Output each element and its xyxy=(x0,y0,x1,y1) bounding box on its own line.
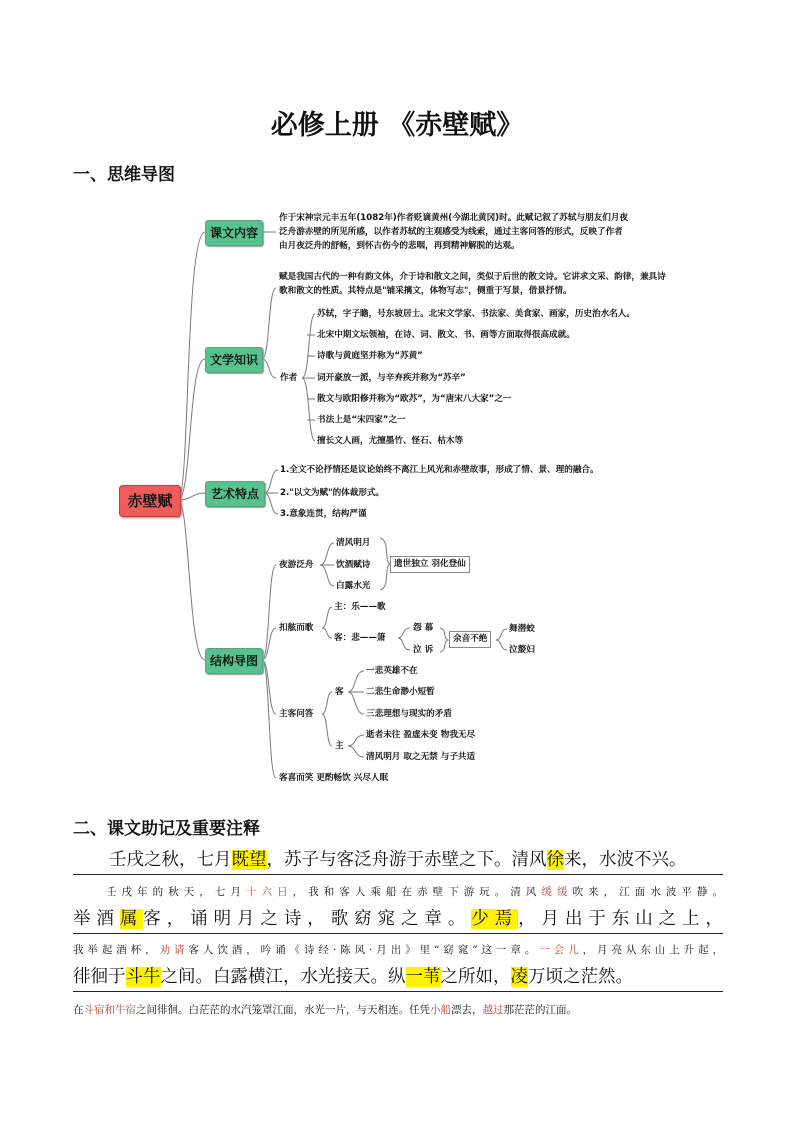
text-segment: 壬戌年的秋天，七月 xyxy=(106,886,246,898)
ke-item: 一悲英雄不在 xyxy=(366,666,418,676)
branch-wenxue-node: 文学知识 xyxy=(205,347,263,373)
qi-su: 泣 诉 xyxy=(413,645,434,655)
highlighted-word: 既望 xyxy=(231,850,267,870)
highlighted-word: 属 xyxy=(119,909,144,929)
text-segment: 来，水波不兴。 xyxy=(564,850,687,870)
zhu-item: 清风明月 取之无禁 与子共适 xyxy=(366,752,476,762)
text-segment: 客，诵明月之诗，歌窈窕之章。 xyxy=(143,909,472,929)
qi-li-fu: 泣嫠妇 xyxy=(509,645,535,655)
part1-item: 白露水光 xyxy=(336,581,371,591)
ke-bei: 客：悲——箫 xyxy=(334,633,386,643)
text-segment: 客人饮酒，吟诵《诗经·陈风·月出》里“窈窕”这一章。 xyxy=(188,944,540,956)
page-title: 必修上册 《赤壁赋》 xyxy=(270,110,524,141)
author-item: 北宋中期文坛领袖，在诗、词、散文、书、画等方面取得很高成就。 xyxy=(317,330,575,340)
structure-part2: 扣舷而歌 xyxy=(279,623,314,633)
text-segment: 之间。白露横江，水光接天。纵 xyxy=(160,967,406,987)
text-segment: 之所如， xyxy=(440,967,511,987)
structure-part1: 夜游泛舟 xyxy=(279,560,314,570)
annotation-line xyxy=(73,881,723,903)
section-heading-notes: 二、课文助记及重要注释 xyxy=(73,819,260,839)
text-segment: 徘徊于 xyxy=(73,967,126,987)
yuyin-box: 余音不绝 xyxy=(449,631,491,648)
part1-result-box: 遗世独立 羽化登仙 xyxy=(390,556,470,573)
text-segment: ，苏子与客泛舟游于赤壁之下。清风 xyxy=(266,850,547,870)
highlighted-word: 徐 xyxy=(546,850,564,870)
author-item: 诗歌与黄庭坚并称为“苏黄” xyxy=(317,351,423,361)
author-item: 苏轼，字子瞻，号东坡居士。北宋文学家、书法家、美食家、画家，历史治水名人。 xyxy=(317,309,635,319)
mindmap-root-node: 赤壁赋 xyxy=(119,485,181,517)
highlighted-word: 一苇 xyxy=(405,967,441,987)
branch-jiegou-node: 结构导图 xyxy=(205,648,263,674)
highlighted-word: 斗牛 xyxy=(125,967,161,987)
annotated-word: 十六日 xyxy=(245,886,293,898)
zhu-label: 主 xyxy=(335,741,344,751)
branch-kewen-node: 课文内容 xyxy=(205,220,263,246)
art-feature-item: 2."以文为赋"的体裁形式。 xyxy=(280,488,385,498)
text-segment: 那茫茫的江面。 xyxy=(503,1004,577,1016)
ke-item: 二悲生命渺小短暂 xyxy=(366,687,435,697)
ke-item: 三悲理想与现实的矛盾 xyxy=(366,709,452,719)
text-segment: ，月亮从东山上升起， xyxy=(582,944,724,956)
passage-line xyxy=(73,905,723,934)
text-segment: 漂去， xyxy=(451,1004,483,1016)
fu-description: 赋是我国古代的一种有韵文体，介于诗和散文之间，类似于后世的散文诗。它讲求文采、韵律，兼具诗歌和散文的性质。其特点是"铺采摛文，体物写志"，侧重于写景，借景抒情。 xyxy=(279,272,666,296)
text-segment: 举酒 xyxy=(73,909,120,929)
text-segment: 万顷之茫然。 xyxy=(528,967,633,987)
ke-label: 客 xyxy=(335,687,344,697)
section-heading-mindmap: 一、思维导图 xyxy=(73,165,175,185)
zhu-item: 逝者未往 盈虚未变 物我无尽 xyxy=(366,730,476,740)
text-segment: 之间徘徊。白茫茫的水汽笼罩江面，水光一片，与天相连。任凭 xyxy=(136,1004,430,1016)
annotated-word: 缓缓 xyxy=(541,886,573,898)
zhu-le: 主：乐——歌 xyxy=(334,602,386,612)
annotated-word: 斗宿和牛宿 xyxy=(83,1004,136,1016)
annotated-word: 小船 xyxy=(430,1004,451,1016)
highlighted-word: 少焉 xyxy=(471,909,519,929)
author-item: 书法上是“宋四家”之一 xyxy=(317,415,406,425)
branch-yishu-node: 艺术特点 xyxy=(205,481,265,507)
art-feature-item: 3.意象连贯，结构严谨 xyxy=(280,509,367,519)
passage-line xyxy=(73,963,723,992)
text-segment: ，我和客人乘船在赤壁下游玩。清风 xyxy=(292,886,542,898)
highlighted-word: 凌 xyxy=(510,967,528,987)
yuan-mu: 怨 慕 xyxy=(413,623,434,633)
text-segment: 吹来，江面水波平静。 xyxy=(572,886,724,898)
part1-item: 饮酒赋诗 xyxy=(336,560,371,570)
wu-qian-jiao: 舞潜蛟 xyxy=(509,624,535,634)
author-item: 散文与欧阳修并称为“欧苏”，为“唐宋八大家”之一 xyxy=(317,394,512,404)
text-segment: 在 xyxy=(73,1004,84,1016)
text-segment: 壬戌之秋，七月 xyxy=(109,850,232,870)
annotation-line xyxy=(73,999,723,1021)
part1-item: 清风明月 xyxy=(336,538,371,548)
annotation-line xyxy=(73,939,723,961)
text-segment: 我举起酒杯， xyxy=(73,944,160,956)
author-item: 词开豪放一派，与辛弃疾并称为“苏辛” xyxy=(317,373,466,383)
author-label: 作者 xyxy=(280,373,298,383)
author-item: 擅长文人画，尤擅墨竹、怪石、枯木等 xyxy=(317,436,464,446)
annotated-word: 越过 xyxy=(482,1004,504,1016)
kewen-description: 作于宋神宗元丰五年(1082年)作者贬谪黄州(今湖北黄冈)时。此赋记叙了苏轼与朋友们月夜泛舟游赤壁的所见所感，以作者苏轼的主观感受为线索，通过主客问答的形式，反映了作者由月夜泛舟的舒畅，到怀古伤今的悲咽，再到精神解脱的达观。 xyxy=(279,213,629,251)
structure-ending: 客喜而笑 更酌畅饮 兴尽人眠 xyxy=(279,773,389,783)
annotated-word: 一会儿 xyxy=(539,944,583,956)
text-segment: ，月出于东山之上， xyxy=(518,909,724,929)
passage-line xyxy=(73,846,723,875)
annotated-word: 劝请 xyxy=(159,944,189,956)
structure-part3: 主客问答 xyxy=(279,709,314,719)
art-feature-item: 1.全文不论抒情还是议论始终不离江上风光和赤壁故事，形成了情、景、理的融合。 xyxy=(280,465,599,475)
